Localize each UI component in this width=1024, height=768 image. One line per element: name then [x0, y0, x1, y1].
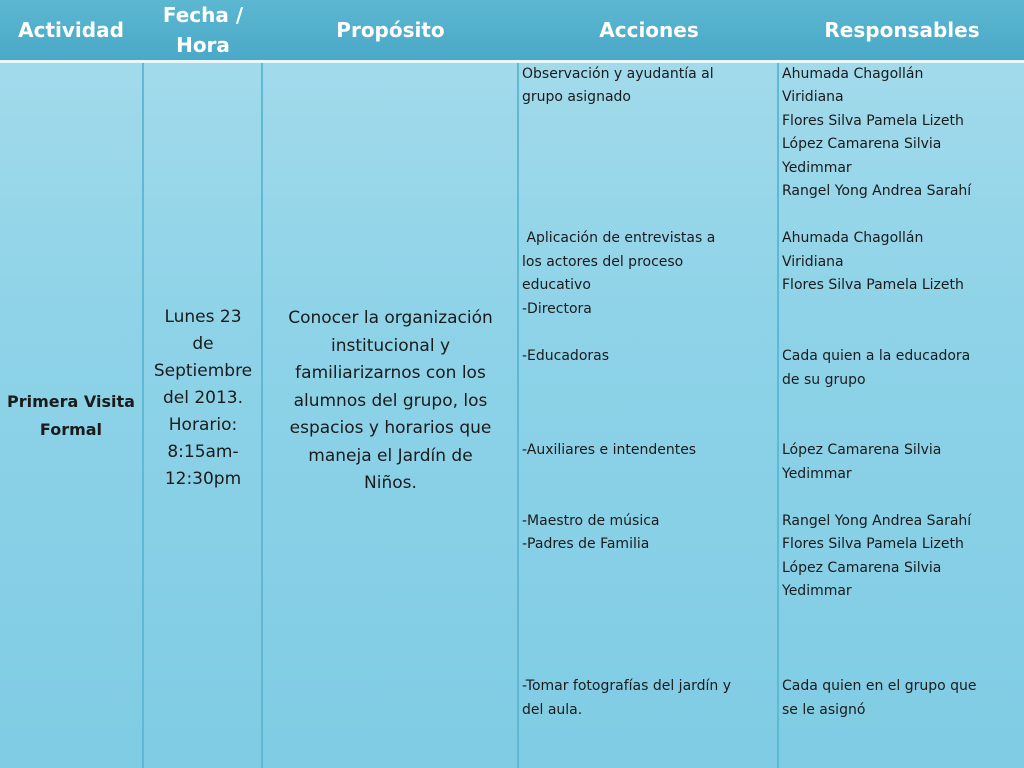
responsables-line: Viridiana — [782, 89, 844, 105]
acciones-line: Observación y ayudantía al — [522, 66, 714, 82]
responsables-line: Ahumada Chagollán — [782, 230, 924, 246]
column-divider — [261, 63, 263, 768]
acciones-line: del aula. — [522, 702, 583, 718]
acciones-line: los actores del proceso — [522, 254, 684, 270]
acciones-line: -Directora — [522, 301, 592, 317]
responsables-line: Rangel Yong Andrea Sarahí — [782, 513, 972, 529]
acciones-line: -Auxiliares e intendentes — [522, 442, 697, 458]
acciones-line: Aplicación de entrevistas a — [522, 230, 716, 246]
header-proposito: Propósito — [336, 18, 445, 42]
responsables-line: de su grupo — [782, 372, 866, 388]
responsables-line: Flores Silva Pamela Lizeth — [782, 277, 964, 293]
proposito-line: Niños. — [364, 473, 417, 494]
acciones-line: grupo asignado — [522, 89, 631, 105]
acciones-line: -Tomar fotografías del jardín y — [522, 678, 732, 694]
actividad-line: Formal — [39, 419, 103, 439]
proposito-line: institucional y — [330, 335, 451, 356]
fecha-line: Septiembre — [153, 361, 253, 381]
responsables-line: López Camarena Silvia — [782, 560, 942, 576]
fecha-line: Horario: — [168, 415, 238, 435]
fecha-line: 8:15am- — [167, 442, 239, 462]
fecha-line: del 2013. — [162, 388, 244, 408]
column-divider — [777, 63, 779, 768]
responsables-line: Yedimmar — [782, 160, 852, 176]
proposito-line: maneja el Jardín de — [308, 445, 473, 466]
responsables-line: López Camarena Silvia — [782, 136, 942, 152]
header-fecha-line2: Hora — [176, 33, 230, 57]
header-acciones: Acciones — [599, 18, 699, 42]
header-fecha-line1: Fecha / — [162, 3, 244, 27]
proposito-line: familiarizarnos con los — [295, 363, 486, 384]
acciones-line: educativo — [522, 277, 591, 293]
fecha-line: de — [192, 334, 214, 354]
column-divider — [517, 63, 519, 768]
responsables-line: se le asignó — [782, 702, 866, 718]
responsables-line: Cada quien a la educadora — [782, 348, 971, 364]
responsables-line: Yedimmar — [782, 466, 852, 482]
header-responsables: Responsables — [824, 18, 980, 42]
column-divider — [142, 63, 144, 768]
acciones-line: -Maestro de música — [522, 513, 660, 529]
acciones-line: -Educadoras — [522, 348, 610, 364]
cell-proposito — [264, 63, 517, 768]
proposito-line: alumnos del grupo, los — [293, 390, 488, 411]
responsables-line: Ahumada Chagollán — [782, 66, 924, 82]
header-fecha — [145, 0, 261, 60]
proposito-line: Conocer la organización — [288, 308, 493, 329]
table-header — [0, 0, 1024, 63]
cell-fecha — [145, 63, 261, 768]
responsables-line: Flores Silva Pamela Lizeth — [782, 113, 964, 129]
actividad-line: Primera Visita — [7, 391, 135, 411]
proposito-line: espacios y horarios que — [289, 418, 492, 439]
cell-actividad — [0, 63, 142, 768]
responsables-line: Yedimmar — [782, 583, 852, 599]
responsables-line: Viridiana — [782, 254, 844, 270]
responsables-line: López Camarena Silvia — [782, 442, 942, 458]
responsables-line: Rangel Yong Andrea Sarahí — [782, 183, 972, 199]
responsables-line: Cada quien en el grupo que — [782, 678, 977, 694]
fecha-line: Lunes 23 — [164, 307, 242, 327]
acciones-line: -Padres de Familia — [522, 536, 650, 552]
header-actividad: Actividad — [18, 18, 124, 42]
responsables-line: Flores Silva Pamela Lizeth — [782, 536, 964, 552]
fecha-line: 12:30pm — [164, 469, 242, 489]
